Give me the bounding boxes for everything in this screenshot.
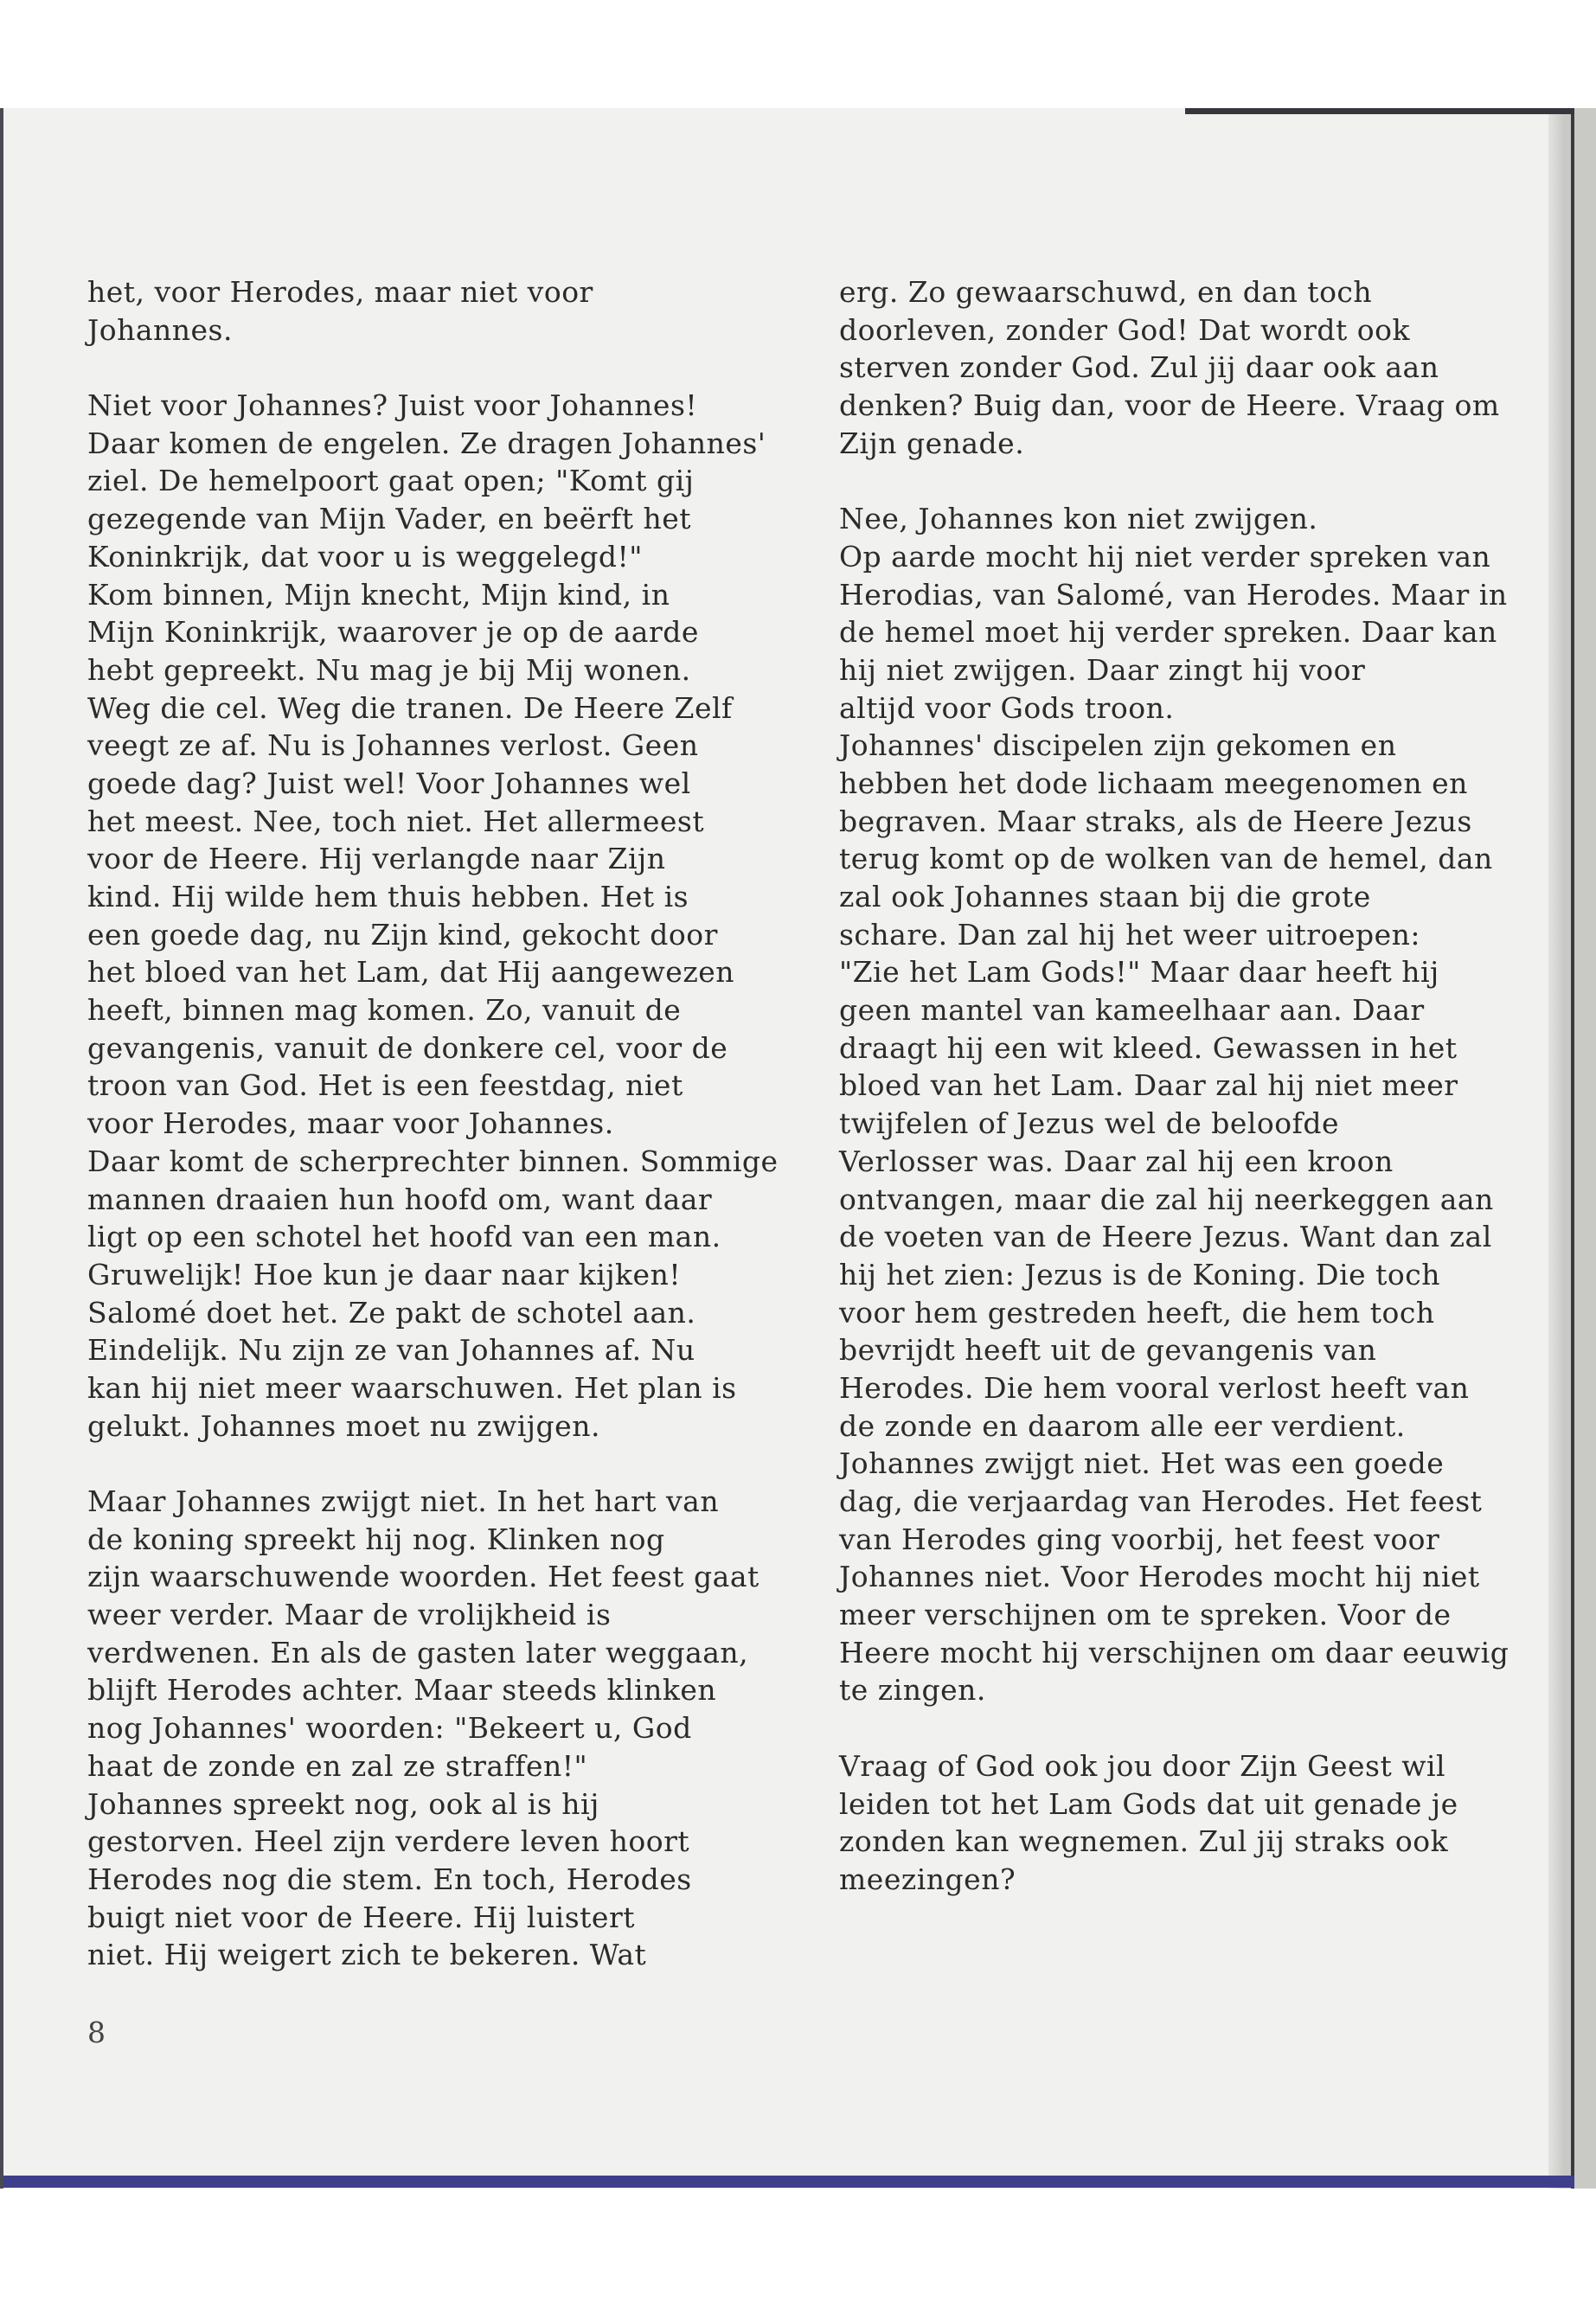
text-line: altijd voor Gods troon. [839, 690, 1175, 725]
text-line: veegt ze af. Nu is Johannes verlost. Geen [87, 728, 699, 763]
bottom-rule [3, 2176, 1574, 2188]
text-line: niet. Hij weigert zich te bekeren. Wat [87, 1938, 647, 1972]
text-line: hij niet zwijgen. Daar zingt hij voor [839, 652, 1366, 687]
text-line: troon van God. Het is een feestdag, niet [87, 1068, 683, 1103]
text-line: Gruwelijk! Hoe kun je daar naar kijken! [87, 1257, 682, 1292]
text-line: Verlosser was. Daar zal hij een kroon [839, 1144, 1394, 1178]
text-line: kan hij niet meer waarschuwen. Het plan is [87, 1370, 737, 1405]
text-line: denken? Buig dan, voor de Heere. Vraag om [839, 388, 1500, 423]
text-line: Salomé doet het. Ze pakt de schotel aan. [87, 1295, 696, 1330]
text-line: de koning spreekt hij nog. Klinken nog [87, 1522, 665, 1556]
text-line: Johannes' discipelen zijn gekomen en [839, 728, 1397, 763]
text-line: leiden tot het Lam Gods dat uit genade je [839, 1786, 1458, 1821]
text-line: kind. Hij wilde hem thuis hebben. Het is [87, 880, 689, 913]
text-line: voor Herodes, maar voor Johannes. [87, 1106, 614, 1141]
text-line: het meest. Nee, toch niet. Het allermeest [87, 804, 705, 838]
text-line: Johannes niet. Voor Herodes mocht hij niet [839, 1560, 1480, 1594]
text-line: verdwenen. En als de gasten later weggaan, [87, 1635, 749, 1670]
text-line: geen mantel van kameelhaar aan. Daar [839, 993, 1425, 1028]
paragraph [87, 1483, 814, 1974]
text-line: van Herodes ging voorbij, het feest voor [839, 1522, 1440, 1556]
text-line: hij het zien: Jezus is de Koning. Die toch [839, 1257, 1441, 1292]
bottom-margin [0, 2189, 1596, 2301]
text-line: Maar Johannes zwijgt niet. In het hart van [87, 1484, 720, 1518]
text-line: Koninkrijk, dat voor u is weggelegd!" [87, 539, 643, 574]
text-line: "Zie het Lam Gods!" Maar daar heeft hij [839, 955, 1439, 990]
text-line: te zingen. [839, 1673, 986, 1708]
page-number: 8 [87, 2016, 106, 2049]
text-line: dag, die verjaardag van Herodes. Het feest [839, 1484, 1483, 1518]
text-line: Daar komt de scherprechter binnen. Sommige [87, 1144, 779, 1178]
text-line: Weg die cel. Weg die tranen. De Heere Zelf [87, 690, 733, 725]
text-line: mannen draaien hun hoofd om, want daar [87, 1182, 713, 1216]
text-line: terug komt op de wolken van de hemel, dan [839, 842, 1493, 876]
text-line: bloed van het Lam. Daar zal hij niet meer [839, 1068, 1458, 1103]
text-line: sterven zonder God. Zul jij daar ook aan [839, 350, 1439, 385]
paragraph [839, 500, 1557, 1709]
text-line: een goede dag, nu Zijn kind, gekocht door [87, 917, 718, 952]
top-margin [0, 0, 1596, 108]
text-line: ontvangen, maar die zal hij neerkeggen aan [839, 1182, 1494, 1216]
text-line: voor de Heere. Hij verlangde naar Zijn [87, 842, 666, 876]
text-line: het bloed van het Lam, dat Hij aangewezen [87, 955, 734, 990]
text-line: zijn waarschuwende woorden. Het feest gaat [87, 1560, 760, 1594]
text-line: buigt niet voor de Heere. Hij luistert [87, 1900, 635, 1934]
text-line: Daar komen de engelen. Ze dragen Johannes' [87, 426, 766, 460]
text-line: zonden kan wegnemen. Zul jij straks ook [839, 1824, 1449, 1859]
paragraph-gap [87, 349, 814, 387]
text-line: Johannes spreekt nog, ook al is hij [87, 1786, 599, 1821]
paragraph-gap [839, 1709, 1557, 1747]
text-line: hebben het dode lichaam meegenomen en [839, 766, 1468, 800]
text-line: zal ook Johannes staan bij die grote [839, 880, 1371, 913]
text-line: ligt op een schotel het hoofd van een man. [87, 1220, 721, 1254]
text-line: twijfelen of Jezus wel de beloofde [839, 1106, 1340, 1141]
text-line: gezegende van Mijn Vader, en beërft het [87, 502, 691, 536]
text-line: voor hem gestreden heeft, die hem toch [839, 1295, 1435, 1330]
text-line: Eindelijk. Nu zijn ze van Johannes af. Nu [87, 1333, 695, 1368]
text-line: draagt hij een wit kleed. Gewassen in het [839, 1030, 1458, 1065]
text-line: bevrijdt heeft uit de gevangenis van [839, 1333, 1377, 1368]
text-line: weer verder. Maar de vrolijkheid is [87, 1598, 612, 1632]
text-line: nog Johannes' woorden: "Bekeert u, God [87, 1711, 692, 1746]
text-line: meezingen? [839, 1862, 1016, 1896]
text-line: Niet voor Johannes? Juist voor Johannes! [87, 388, 698, 423]
right-column [839, 273, 1557, 1899]
text-line: meer verschijnen om te spreken. Voor de [839, 1598, 1452, 1632]
paragraph-gap [839, 462, 1557, 500]
paragraph [87, 387, 814, 1445]
text-line: de voeten van de Heere Jezus. Want dan zal [839, 1220, 1492, 1254]
text-line: Op aarde mocht hij niet verder spreken van [839, 539, 1491, 574]
text-line: de hemel moet hij verder spreken. Daar kan [839, 615, 1497, 650]
text-line: Herodes nog die stem. En toch, Herodes [87, 1862, 692, 1896]
text-line: heeft, binnen mag komen. Zo, vanuit de [87, 993, 682, 1028]
text-line: het, voor Herodes, maar niet voor [87, 275, 593, 309]
text-line: hebt gepreekt. Nu mag je bij Mij wonen. [87, 652, 691, 687]
text-line: Johannes zwijgt niet. Het was een goede [839, 1446, 1445, 1481]
text-line: Heere mocht hij verschijnen om daar eeuwig [839, 1635, 1509, 1670]
text-line: gelukt. Johannes moet nu zwijgen. [87, 1408, 600, 1443]
text-line: doorleven, zonder God! Dat wordt ook [839, 312, 1411, 347]
text-line: gestorven. Heel zijn verdere leven hoort [87, 1824, 690, 1859]
text-line: Kom binnen, Mijn knecht, Mijn kind, in [87, 577, 670, 612]
text-line: Johannes. [87, 312, 233, 347]
text-line: Herodes. Die hem vooral verlost heeft van [839, 1370, 1470, 1405]
text-line: gevangenis, vanuit de donkere cel, voor de [87, 1030, 728, 1065]
text-line: Vraag of God ook jou door Zijn Geest wil [839, 1748, 1446, 1783]
text-line: erg. Zo gewaarschuwd, en dan toch [839, 275, 1373, 309]
text-line: Zijn genade. [839, 426, 1025, 460]
text-line: de zonde en daarom alle eer verdient. [839, 1408, 1406, 1443]
text-line: blijft Herodes achter. Maar steeds klinken [87, 1673, 717, 1708]
spine-line [1571, 108, 1574, 2189]
page-left-edge [0, 108, 3, 2189]
text-line: ziel. De hemelpoort gaat open; "Komt gij [87, 464, 695, 498]
left-column [87, 273, 814, 1974]
text-line: Herodias, van Salomé, van Herodes. Maar in [839, 577, 1508, 612]
text-line: Mijn Koninkrijk, waarover je op de aarde [87, 615, 699, 650]
paragraph [87, 273, 814, 349]
text-line: haat de zonde en zal ze straffen!" [87, 1748, 588, 1783]
top-rule [1185, 108, 1574, 114]
text-line: goede dag? Juist wel! Voor Johannes wel [87, 766, 691, 800]
text-line: begraven. Maar straks, als de Heere Jezus [839, 804, 1472, 838]
paragraph [839, 273, 1557, 462]
text-line: schare. Dan zal hij het weer uitroepen: [839, 917, 1421, 952]
paragraph [839, 1747, 1557, 1899]
paragraph-gap [87, 1445, 814, 1483]
text-line: Nee, Johannes kon niet zwijgen. [839, 502, 1318, 536]
